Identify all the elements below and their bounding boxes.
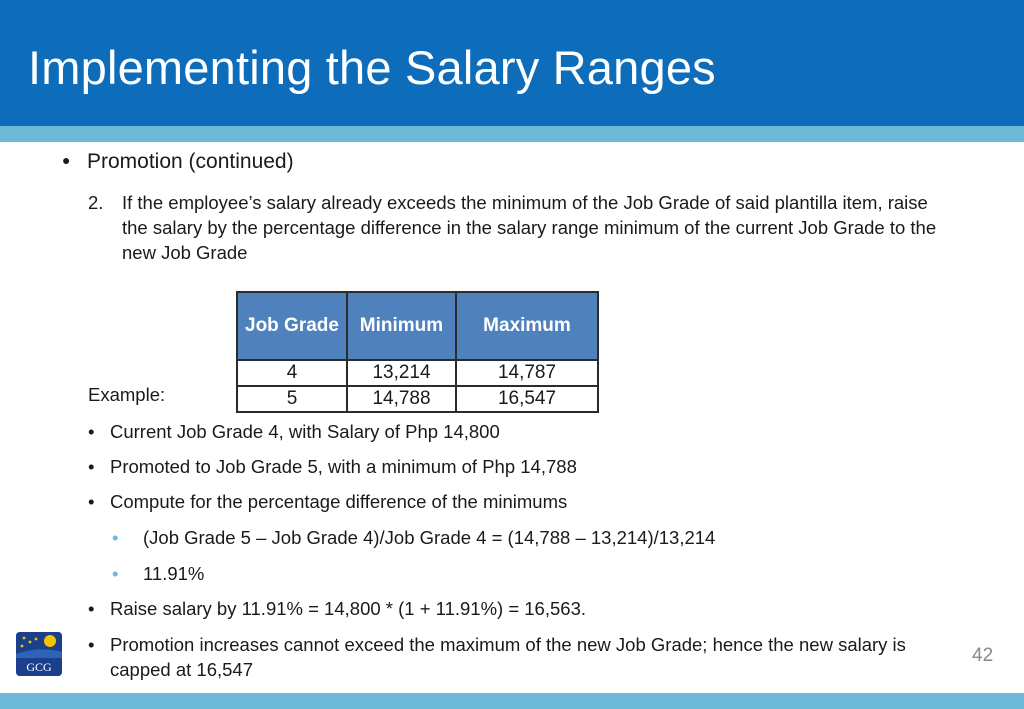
example-label: Example: bbox=[88, 384, 166, 405]
table-row bbox=[237, 360, 598, 386]
bullet-icon: • bbox=[88, 634, 95, 655]
slide-title: Implementing the Salary Ranges bbox=[28, 41, 716, 94]
gcg-logo-icon bbox=[16, 632, 62, 676]
salary-range-table bbox=[236, 291, 599, 413]
table-row bbox=[237, 386, 598, 412]
footer-accent-strip bbox=[0, 693, 1024, 709]
bullet-dot-icon: ● bbox=[62, 152, 71, 168]
sub-list-item bbox=[112, 525, 715, 550]
bullet-icon: • bbox=[88, 491, 95, 512]
sub-bullet-icon: • bbox=[112, 563, 119, 584]
list-item-text: Raise salary by 11.91% = 14,800 * (1 + 11.91%) = 16,563. bbox=[110, 598, 586, 619]
list-item-text: Promotion increases cannot exceed the maximum of the new Job Grade; hence the new salary is capped at 16,547 bbox=[110, 634, 906, 680]
page-number: 42 bbox=[972, 645, 994, 666]
table-cell: 16,547 bbox=[456, 386, 598, 412]
heading-bullet-text: Promotion (continued) bbox=[87, 150, 294, 173]
list-item bbox=[88, 454, 948, 479]
title-bar bbox=[0, 0, 1024, 126]
header-accent-strip bbox=[0, 126, 1024, 142]
item-number: 2. bbox=[88, 192, 104, 213]
bullet-icon: • bbox=[88, 598, 95, 619]
sub-list-item-text: 11.91% bbox=[143, 563, 205, 584]
heading-bullet bbox=[62, 150, 294, 174]
table-cell: 4 bbox=[237, 360, 347, 386]
table-cell: 14,788 bbox=[347, 386, 456, 412]
table-header-row bbox=[237, 292, 598, 360]
bullet-icon: • bbox=[88, 421, 95, 442]
numbered-item bbox=[88, 190, 948, 265]
list-item bbox=[88, 596, 948, 621]
gcg-logo-graphic bbox=[16, 632, 62, 676]
logo-text: GCG bbox=[26, 660, 52, 674]
list-item-text: Current Job Grade 4, with Salary of Php 14,800 bbox=[110, 421, 500, 442]
list-item bbox=[88, 419, 948, 444]
list-item bbox=[88, 489, 948, 514]
item-text: If the employee’s salary already exceeds the minimum of the Job Grade of said plantilla item, raise the salary by the percentage difference in the salary range minimum of the current Job Grade to the new Job Grade bbox=[122, 192, 937, 263]
list-item bbox=[88, 632, 948, 682]
table-cell: 13,214 bbox=[347, 360, 456, 386]
list-item-text: Compute for the percentage difference of the minimums bbox=[110, 491, 568, 512]
sub-list-item bbox=[112, 561, 204, 586]
sub-bullet-icon: • bbox=[112, 527, 119, 548]
header-minimum: Minimum bbox=[347, 292, 456, 360]
list-item-text: Promoted to Job Grade 5, with a minimum of Php 14,788 bbox=[110, 456, 577, 477]
table-cell: 5 bbox=[237, 386, 347, 412]
bullet-icon: • bbox=[88, 456, 95, 477]
header-maximum: Maximum bbox=[456, 292, 598, 360]
table-cell: 14,787 bbox=[456, 360, 598, 386]
sub-list-item-text: (Job Grade 5 – Job Grade 4)/Job Grade 4 = (14,788 – 13,214)/13,214 bbox=[143, 527, 716, 548]
header-job-grade: Job Grade bbox=[237, 292, 347, 360]
